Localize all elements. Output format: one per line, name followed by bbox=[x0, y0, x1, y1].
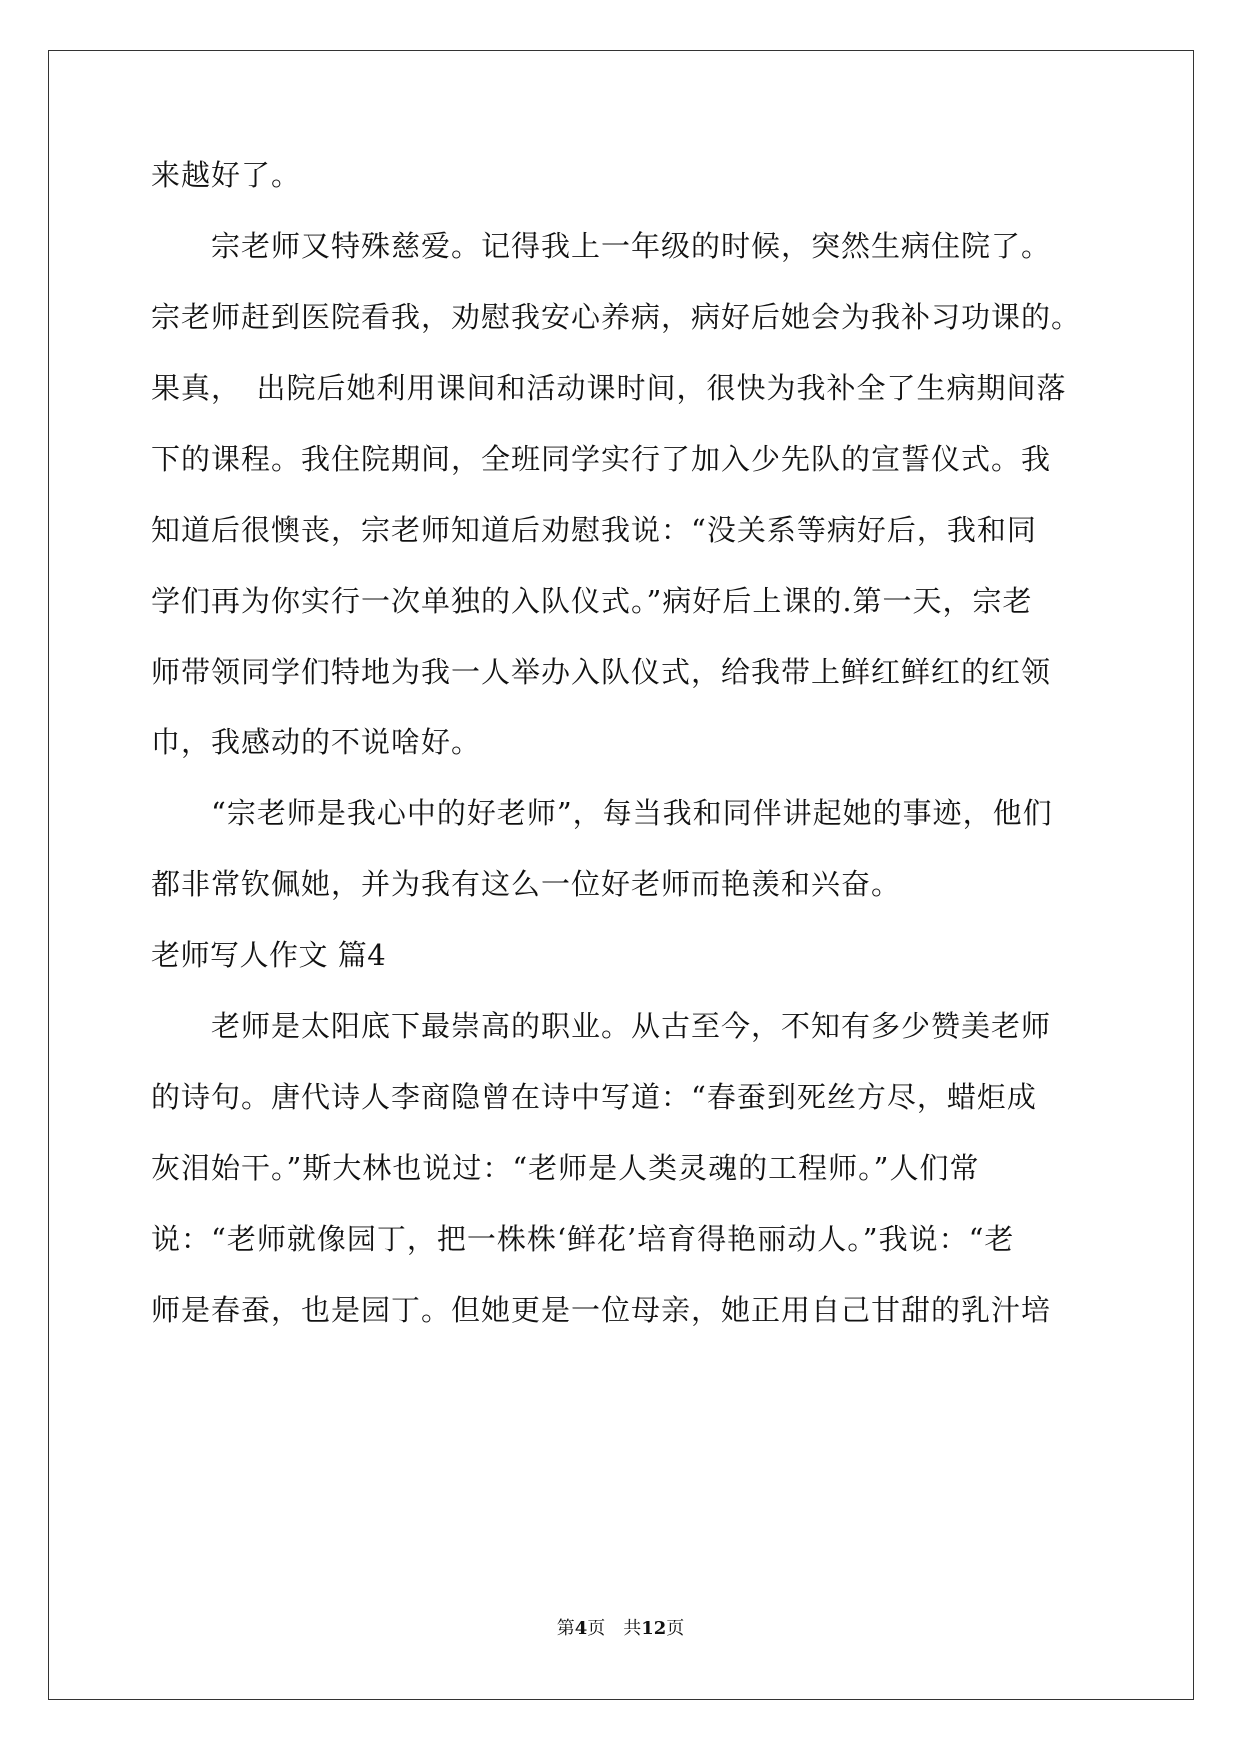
text-line: 巾，我感动的不说啥好。 bbox=[151, 725, 482, 759]
text-line: 知道后很懊丧，宗老师知道后劝慰我说：“没关系等病好后，我和同 bbox=[151, 513, 1037, 547]
text-line: 老师是太阳底下最崇高的职业。从古至今，不知有多少赞美老师 bbox=[151, 1009, 1052, 1043]
text-line: 宗老师又特殊慈爱。记得我上一年级的时候，突然生病住院了。 bbox=[151, 229, 1052, 263]
text-line: 都非常钦佩她，并为我有这么一位好老师而艳羡和兴奋。 bbox=[151, 867, 902, 901]
text-line: 下的课程。我住院期间，全班同学实行了加入少先队的宣誓仪式。我 bbox=[151, 442, 1052, 476]
footer-middle: 页 共 bbox=[587, 1618, 642, 1639]
text-line: 灰泪始干。”斯大林也说过：“老师是人类灵魂的工程师。”人们常 bbox=[151, 1151, 980, 1185]
footer-suffix: 页 bbox=[666, 1618, 685, 1639]
text-line: 师带领同学们特地为我一人举办入队仪式，给我带上鲜红鲜红的红领 bbox=[151, 655, 1052, 689]
text-line: 宗老师赶到医院看我，劝慰我安心养病，病好后她会为我补习功课的。 bbox=[151, 300, 1082, 334]
text-line: 的诗句。唐代诗人李商隐曾在诗中写道：“春蚕到死丝方尽，蜡炬成 bbox=[151, 1080, 1037, 1114]
page-footer bbox=[0, 1617, 1241, 1641]
total-page-count: 12 bbox=[641, 1618, 667, 1639]
text-line: “宗老师是我心中的好老师”，每当我和同伴讲起她的事迹，他们 bbox=[151, 796, 1053, 830]
current-page-number: 4 bbox=[574, 1618, 588, 1639]
text-line: 来越好了。 bbox=[151, 158, 302, 192]
text-line: 学们再为你实行一次单独的入队仪式。”病好后上课的.第一天，宗老 bbox=[151, 584, 1033, 618]
text-line: 说：“老师就像园丁，把一株株‘鲜花’培育得艳丽动人。”我说：“老 bbox=[151, 1222, 1015, 1256]
text-line: 师是春蚕，也是园丁。但她更是一位母亲，她正用自己甘甜的乳汁培 bbox=[151, 1293, 1052, 1327]
footer-prefix: 第 bbox=[556, 1618, 575, 1639]
section-heading: 老师写人作文 篇4 bbox=[151, 938, 387, 972]
text-line: 果真， 出院后她利用课间和活动课时间，很快为我补全了生病期间落 bbox=[151, 371, 1067, 405]
